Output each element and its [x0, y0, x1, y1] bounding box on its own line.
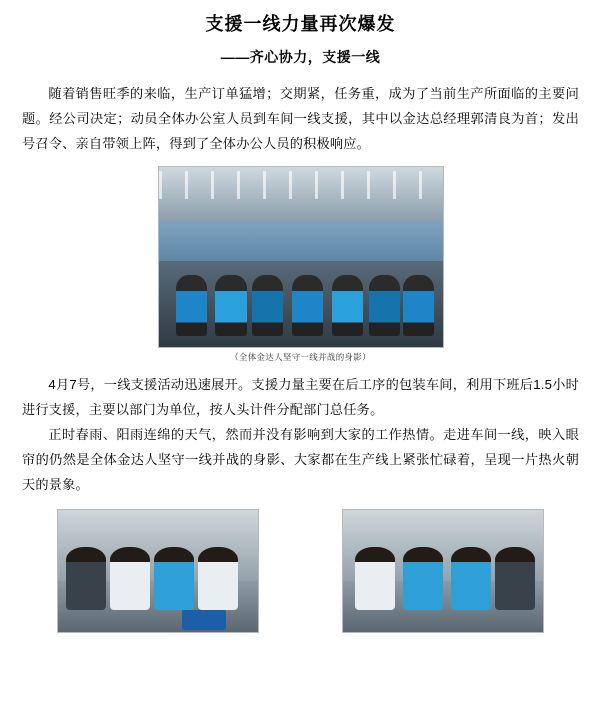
- paragraph-activity: 4月7号，一线支援活动迅速展开。支援力量主要在后工序的包装车间，利用下班后1.5小时进行支援，主要以部门为单位，按人头计件分配部门总任务。: [22, 377, 579, 417]
- bottom-figure-row: [22, 509, 579, 633]
- paragraph-intro: 随着销售旺季的来临，生产订单猛增；交期紧，任务重，成为了当前生产所面临的主要问题。经公司决定；动员全体办公室人员到车间一线支援，其中以金达总经理郭清良为首；发出号召令、亲自带领上阵，得到了全体办公人员的积极响应。: [22, 86, 579, 151]
- paragraph-scene: 正时春雨、阳雨连绵的天气，然而并没有影响到大家的工作热情。走进车间一线，映入眼帘的仍然是全体金达人坚守一线并战的身影、大家都在生产线上紧张忙碌着，呈现一片热火朝天的景象。: [22, 427, 579, 492]
- document-page: [0, 12, 601, 719]
- page-title: 支援一线力量再次爆发: [205, 14, 396, 34]
- page-subtitle: ——齐心协力，支援一线: [220, 49, 381, 65]
- packaging-line-photo: [158, 166, 444, 348]
- figure-caption: （全体金达人坚守一线并战的身影）: [230, 352, 371, 362]
- body-paragraphs: [22, 372, 579, 497]
- assembly-photo-left: [57, 509, 259, 633]
- assembly-photo-right: [342, 509, 544, 633]
- figure-packaging-line: [22, 166, 579, 363]
